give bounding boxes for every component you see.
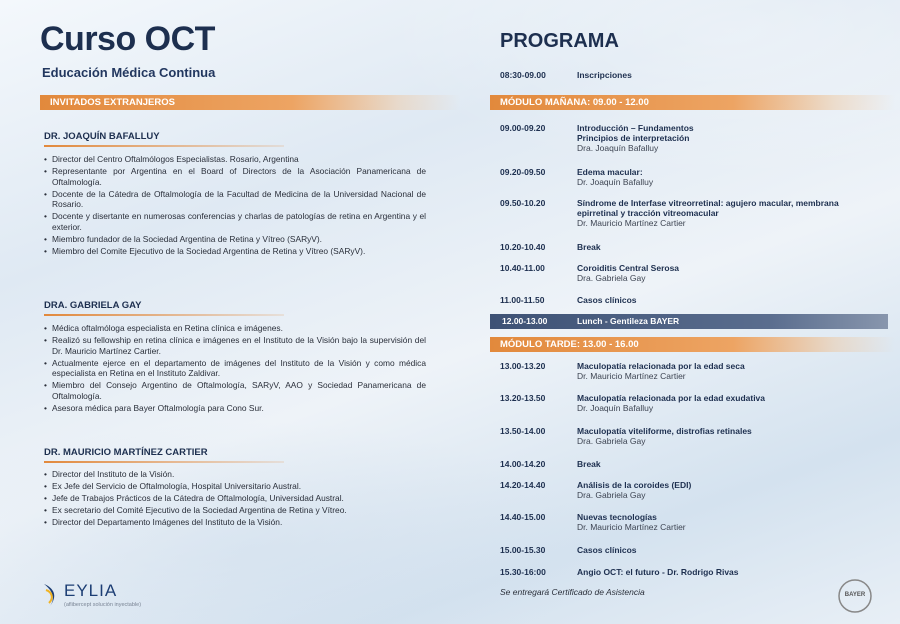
list-item: • Asesora médica para Bayer Oftalmología para Cono Sur.	[44, 403, 426, 414]
schedule-time: 10.40-11.00	[500, 263, 545, 273]
divider	[44, 461, 284, 463]
eylia-subtitle: (aflibercept solución inyectable)	[64, 602, 142, 608]
eylia-logo	[40, 580, 142, 613]
schedule-time: 09.20-09.50	[500, 167, 546, 177]
page-title: Curso OCT	[40, 20, 215, 58]
schedule-speaker: Dr. Joaquín Bafalluy	[577, 403, 654, 413]
schedule-time: 12.00-13.00	[502, 316, 548, 326]
list-item: • Docente de la Cátedra de Oftalmología de la Facultad de Medicina de la Universidad Nacional de Rosario.	[44, 189, 426, 210]
schedule-time: 15.30-16:00	[500, 567, 546, 577]
list-item: • Miembro del Comite Ejecutivo de la Sociedad Argentina de Retina y Vítreo (SARyV).	[44, 246, 426, 257]
schedule-time: 14.00-14.20	[500, 459, 546, 469]
afternoon-module-bar: MÓDULO TARDE: 13.00 - 16.00	[490, 337, 895, 352]
bayer-logo	[837, 578, 873, 614]
bayer-wordmark: BAYER	[844, 592, 866, 598]
schedule-title: Edema macular:	[577, 167, 643, 177]
schedule-title: Análisis de la coroides (EDI)	[577, 480, 692, 490]
guest-name: DRA. GABRIELA GAY	[44, 300, 142, 311]
schedule-title: Síndrome de Interfase vitreorretinal: agujero macular, membrana epirretinal y tracción vitreomacular	[577, 198, 839, 218]
guests-section-bar: INVITADOS EXTRANJEROS	[40, 95, 460, 110]
schedule-title: Principios de interpretación	[577, 133, 690, 143]
schedule-title: Break	[577, 459, 601, 469]
list-item: • Miembro del Consejo Argentino de Oftalmología, SARyV, AAO y Sociedad Panamericana de Oftalmología.	[44, 380, 426, 401]
morning-module-bar: MÓDULO MAÑANA: 09.00 - 12.00	[490, 95, 895, 110]
guest-bio-list	[44, 323, 426, 415]
list-item: • Médica oftalmóloga especialista en Retina clínica e imágenes.	[44, 323, 426, 334]
schedule-speaker: Dra. Gabriela Gay	[577, 273, 646, 283]
schedule-speaker: Dra. Gabriela Gay	[577, 490, 646, 500]
schedule-speaker: Dr. Mauricio Martínez Cartier	[577, 218, 686, 228]
divider	[44, 314, 284, 316]
schedule-speaker: Dra. Joaquín Bafalluy	[577, 143, 659, 153]
list-item: • Miembro fundador de la Sociedad Argentina de Retina y Vítreo (SARyV).	[44, 234, 426, 245]
schedule-title: Inscripciones	[577, 70, 632, 80]
list-item: • Director del Centro Oftalmólogos Especialistas. Rosario, Argentina	[44, 154, 426, 165]
schedule-title: Maculopatía relacionada por la edad exudativa	[577, 393, 766, 403]
schedule-speaker: Dra. Gabriela Gay	[577, 436, 646, 446]
list-item: • Representante por Argentina en el Board of Directors de la Asociación Panamericana de Oftalmología.	[44, 166, 426, 187]
schedule-time: 09.50-10.20	[500, 198, 546, 208]
schedule-speaker: Dr. Joaquín Bafalluy	[577, 177, 654, 187]
list-item: • Actualmente ejerce en el departamento de imágenes del Instituto de la Visión y como médica especialista en Retina en el Instituto Zaldivar.	[44, 358, 426, 379]
schedule-time: 15.00-15.30	[500, 545, 546, 555]
schedule-time: 09.00-09.20	[500, 123, 546, 133]
certificate-note: Se entregará Certificado de Asistencia	[500, 587, 645, 597]
schedule-time: 13.20-13.50	[500, 393, 546, 403]
list-item: • Director del Departamento Imágenes del Instituto de la Visión.	[44, 517, 426, 528]
schedule-title: Lunch - Gentileza BAYER	[577, 316, 680, 326]
schedule-title: Angio OCT: el futuro - Dr. Rodrigo Rivas	[577, 567, 739, 577]
schedule-time: 14.20-14.40	[500, 480, 546, 490]
schedule-speaker: Dr. Mauricio Martínez Cartier	[577, 522, 686, 532]
page-subtitle: Educación Médica Continua	[42, 65, 216, 80]
list-item: • Jefe de Trabajos Prácticos de la Cátedra de Oftalmología, Universidad Austral.	[44, 493, 426, 504]
schedule-time: 11.00-11.50	[500, 295, 545, 305]
schedule-title: Casos clínicos	[577, 295, 637, 305]
divider	[44, 145, 284, 147]
program-title: PROGRAMA	[500, 30, 619, 52]
guest-name: DR. JOAQUÍN BAFALLUY	[44, 131, 160, 142]
schedule-title: Casos clínicos	[577, 545, 637, 555]
list-item: • Director del Instituto de la Visión.	[44, 469, 426, 480]
list-item: • Docente y disertante en numerosas conferencias y charlas de patologías de retina en Argentina y el exterior.	[44, 211, 426, 232]
guest-bio-list	[44, 154, 426, 258]
lunch-bar	[490, 314, 888, 329]
eylia-emblem-icon	[40, 580, 64, 608]
schedule-time: 13.50-14.00	[500, 426, 546, 436]
background-swoosh	[380, 0, 900, 180]
schedule-title: Maculopatía relacionada por la edad seca	[577, 361, 745, 371]
list-item: • Realizó su fellowship en retina clínica e imágenes en el Instituto de la Visión bajo la supervisión del Dr. Mauricio Martínez Cartier.	[44, 335, 426, 356]
list-item: • Ex Jefe del Servicio de Oftalmología, Hospital Universitario Austral.	[44, 481, 426, 492]
schedule-time: 14.40-15.00	[500, 512, 546, 522]
schedule-time: 10.20-10.40	[500, 242, 546, 252]
guest-bio-list	[44, 469, 426, 529]
schedule-title: Nuevas tecnologías	[577, 512, 657, 522]
eylia-wordmark: EYLIA	[64, 581, 118, 600]
schedule-time: 13.00-13.20	[500, 361, 546, 371]
schedule-title: Coroiditis Central Serosa	[577, 263, 680, 273]
guest-name: DR. MAURICIO MARTÍNEZ CARTIER	[44, 447, 208, 458]
list-item: • Ex secretario del Comité Ejecutivo de la Sociedad Argentina de Retina y Vítreo.	[44, 505, 426, 516]
schedule-title: Introducción – Fundamentos	[577, 123, 694, 133]
schedule-title: Break	[577, 242, 601, 252]
schedule-speaker: Dr. Mauricio Martínez Cartier	[577, 371, 686, 381]
schedule-time: 08:30-09.00	[500, 70, 546, 80]
schedule-title: Maculopatía viteliforme, distrofias retinales	[577, 426, 752, 436]
